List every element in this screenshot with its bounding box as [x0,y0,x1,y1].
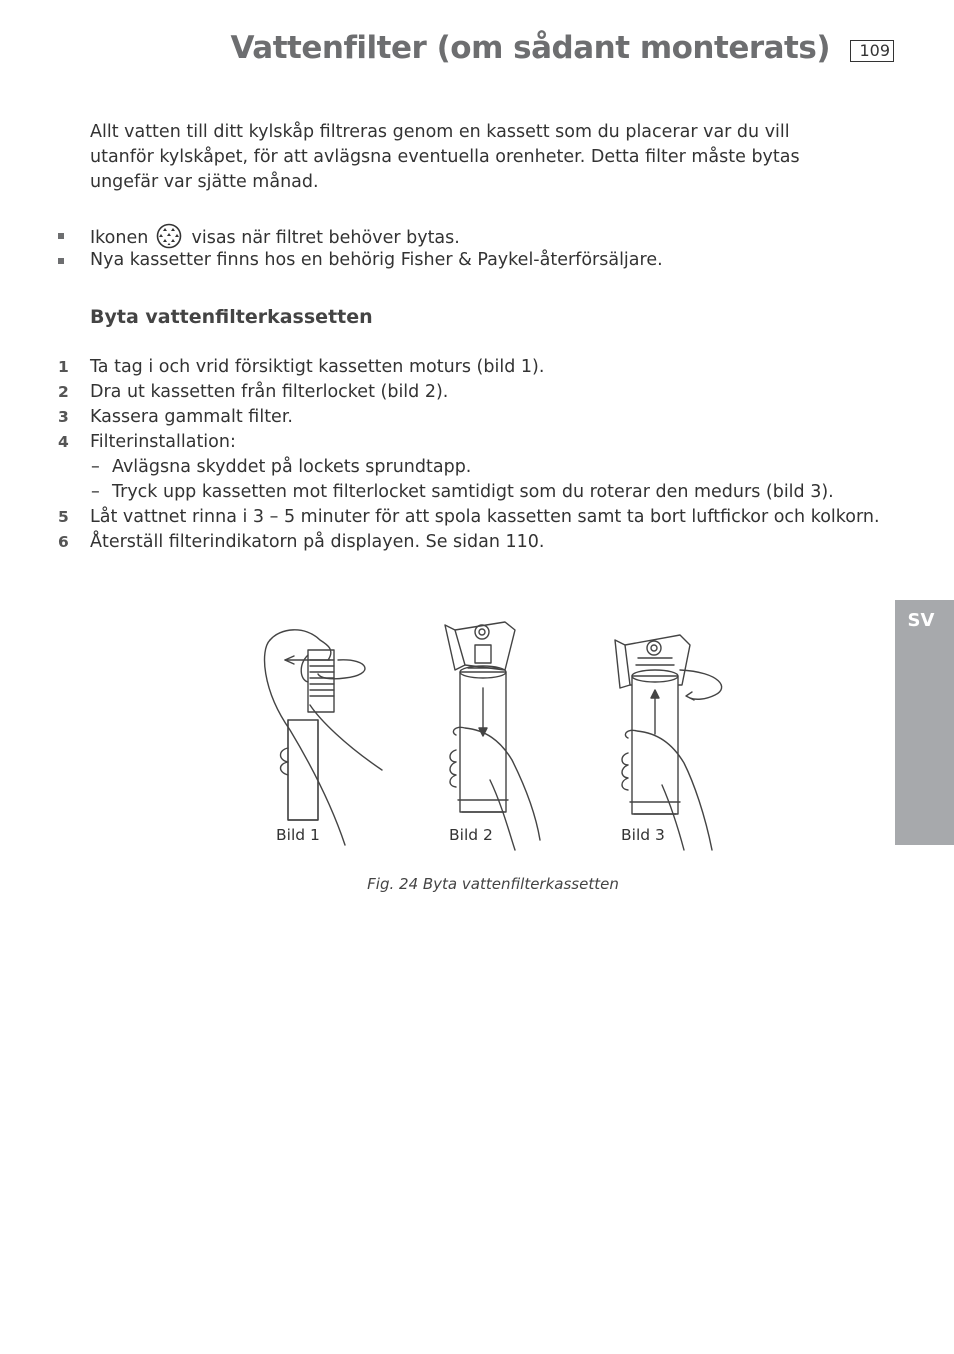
substep-text: Tryck upp kassetten mot filterlocket samtidigt som du roterar den medurs (bild 3). [112,482,834,502]
step-text: Återställ filterindikatorn på displayen. Se sidan 110. [90,532,545,552]
bullet-marker [58,233,64,239]
step-number: 6 [58,533,69,551]
step-item [0,430,860,455]
step-list [0,355,880,555]
step-item [0,530,860,555]
substep-item [0,480,860,505]
step-item [0,405,860,430]
figure-label-bild-2: Bild 2 [449,826,493,844]
substep-dash: – [91,457,100,477]
step-item [0,380,860,405]
bullet-item [0,223,860,248]
figure-label-bild-3: Bild 3 [621,826,665,844]
bild-3-illustration [615,635,722,850]
language-tab [895,600,954,845]
figure-caption: Fig. 24 Byta vattenfilterkassetten [367,875,619,893]
bild-2-illustration [445,622,540,850]
step-number: 4 [58,433,69,451]
bullet-marker [58,258,64,264]
bullet-list [0,223,860,273]
bullet-text-after: visas när filtret behöver bytas. [191,228,460,248]
page-number: 109 [850,40,894,62]
bullet-item [0,248,860,273]
figure-label-bild-1: Bild 1 [276,826,320,844]
page-title: Vattenfilter (om sådant monterats) [230,30,830,66]
step-number: 5 [58,508,69,526]
filter-replacement-illustration [250,610,750,855]
language-label: SV [907,610,935,631]
step-text: Ta tag i och vrid försiktigt kassetten moturs (bild 1). [90,357,545,377]
step-number: 1 [58,358,69,376]
bullet-text: Nya kassetter finns hos en behörig Fisher & Paykel-återförsäljare. [90,250,663,270]
substep-item [0,455,860,480]
step-item [0,355,860,380]
step-number: 2 [58,383,69,401]
intro-paragraph: Allt vatten till ditt kylskåp filtreras genom en kassett som du placerar var du vill utanför kylskåpet, för att avlägsna eventuella orenheter. Detta filter måste bytas ungefär var sjätte månad. [90,122,800,192]
section-heading: Byta vattenfilterkassetten [90,306,373,328]
bild-1-illustration [265,630,382,845]
step-item [0,505,880,530]
bullet-text-before: Ikonen [90,228,149,248]
step-text: Filterinstallation: [90,432,236,452]
step-text: Låt vattnet rinna i 3 – 5 minuter för att spola kassetten samt ta bort luftfickor och kolkorn. [90,507,880,527]
step-number: 3 [58,408,69,426]
step-text: Kassera gammalt filter. [90,407,293,427]
step-text: Dra ut kassetten från filterlocket (bild 2). [90,382,449,402]
substep-dash: – [91,482,100,502]
substep-text: Avlägsna skyddet på lockets sprundtapp. [112,457,472,477]
